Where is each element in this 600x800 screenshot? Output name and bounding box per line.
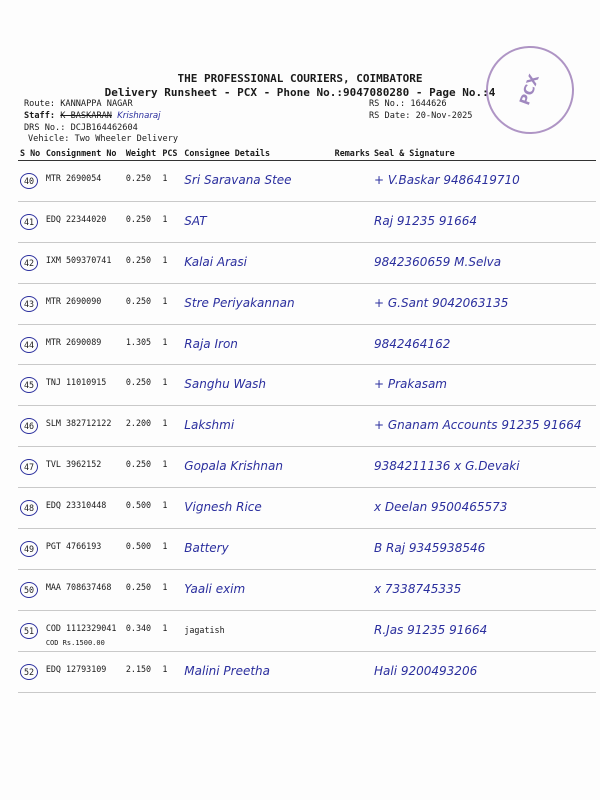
signature: x 7338745335 bbox=[374, 581, 462, 596]
remarks-cell bbox=[333, 569, 372, 610]
signature: + V.Baskar 9486419710 bbox=[374, 173, 520, 187]
consignee-name: Kalai Arasi bbox=[184, 254, 247, 269]
consignee-cell bbox=[182, 201, 332, 242]
remarks-cell bbox=[333, 529, 372, 570]
remarks-cell bbox=[333, 365, 372, 406]
staff-struck: K BASKARAN bbox=[60, 111, 112, 121]
sno-circle: 50 bbox=[20, 582, 38, 598]
consignee-cell bbox=[182, 610, 332, 651]
pcs-cell: 1 bbox=[160, 365, 182, 406]
remarks-cell bbox=[333, 447, 372, 488]
sno-cell bbox=[18, 283, 44, 324]
sno-circle: 52 bbox=[20, 664, 38, 680]
staff-line bbox=[24, 111, 161, 121]
vehicle-line: Vehicle: Two Wheeler Delivery bbox=[28, 134, 179, 144]
sno-cell bbox=[18, 406, 44, 447]
cod-amount: COD Rs.1500.00 bbox=[45, 638, 105, 647]
consignment-no: MTR 2690054 bbox=[45, 173, 102, 183]
weight-cell: 2.200 bbox=[124, 406, 160, 447]
table-row bbox=[18, 161, 596, 202]
consignee-cell bbox=[182, 242, 332, 283]
consignment-cell bbox=[44, 201, 124, 242]
signature-cell bbox=[372, 610, 596, 651]
col-weight: Weight bbox=[124, 146, 160, 161]
pcs-cell: 1 bbox=[160, 488, 182, 529]
consignee-cell bbox=[182, 488, 332, 529]
remarks-cell bbox=[333, 406, 372, 447]
col-consignment: Consignment No bbox=[44, 146, 124, 161]
sno-cell bbox=[18, 447, 44, 488]
table-row bbox=[18, 610, 596, 651]
remarks-cell bbox=[333, 651, 372, 692]
pcs-cell: 1 bbox=[160, 529, 182, 570]
consignment-no: EDQ 22344020 bbox=[45, 213, 107, 224]
signature: B Raj 9345938546 bbox=[374, 541, 486, 556]
consignee-cell bbox=[182, 406, 332, 447]
sno-cell bbox=[18, 488, 44, 529]
signature-cell bbox=[372, 242, 596, 283]
table-row bbox=[18, 242, 596, 283]
signature-cell bbox=[372, 283, 596, 324]
signature: Hali 9200493206 bbox=[374, 663, 478, 678]
signature: + Prakasam bbox=[374, 377, 447, 392]
consignee-name: Stre Periyakannan bbox=[184, 295, 295, 310]
consignment-cell bbox=[44, 365, 124, 406]
sno-circle: 44 bbox=[20, 337, 38, 353]
signature-cell bbox=[372, 488, 596, 529]
pcs-cell: 1 bbox=[160, 201, 182, 242]
signature-cell bbox=[372, 161, 596, 202]
signature-cell bbox=[372, 324, 596, 365]
signature: 9842360659 M.Selva bbox=[374, 254, 502, 269]
weight-cell: 0.250 bbox=[124, 365, 160, 406]
consignment-no: MAA 708637468 bbox=[45, 581, 112, 592]
consignment-cell bbox=[44, 488, 124, 529]
table-row bbox=[18, 569, 596, 610]
consignment-no: SLM 382712122 bbox=[45, 418, 112, 429]
table-row bbox=[18, 406, 596, 447]
consignee-name: jagatish bbox=[184, 624, 225, 635]
sno-cell bbox=[18, 324, 44, 365]
weight-cell: 0.250 bbox=[124, 242, 160, 283]
sno-circle: 41 bbox=[20, 214, 38, 230]
signature-cell bbox=[372, 365, 596, 406]
rs-number: RS No.: 1644626 bbox=[369, 99, 447, 109]
consignee-name: Raja Iron bbox=[184, 336, 238, 351]
sno-cell bbox=[18, 161, 44, 202]
consignment-cell bbox=[44, 283, 124, 324]
table-header bbox=[18, 146, 596, 161]
pcs-cell: 1 bbox=[160, 406, 182, 447]
col-remarks: Remarks bbox=[333, 146, 372, 161]
sno-cell bbox=[18, 529, 44, 570]
weight-cell: 0.500 bbox=[124, 488, 160, 529]
sno-cell bbox=[18, 365, 44, 406]
signature: 9842464162 bbox=[374, 336, 451, 351]
consignee-name: Vignesh Rice bbox=[184, 500, 262, 515]
sno-circle: 46 bbox=[20, 418, 38, 434]
table-row bbox=[18, 201, 596, 242]
consignee-name: Yaali exim bbox=[184, 581, 246, 596]
staff-handwritten: Krishnaraj bbox=[117, 111, 161, 121]
consignment-no: MTR 2690089 bbox=[45, 336, 102, 347]
consignee-cell bbox=[182, 651, 332, 692]
remarks-cell bbox=[333, 610, 372, 651]
consignee-cell bbox=[182, 365, 332, 406]
weight-cell: 0.250 bbox=[124, 283, 160, 324]
signature-cell bbox=[372, 447, 596, 488]
consignment-no: EDQ 23310448 bbox=[45, 500, 107, 511]
table-row bbox=[18, 283, 596, 324]
sno-circle: 51 bbox=[20, 623, 38, 639]
consignment-cell bbox=[44, 529, 124, 570]
sno-cell bbox=[18, 242, 44, 283]
table-row bbox=[18, 488, 596, 529]
consignee-name: Sri Saravana Stee bbox=[184, 173, 292, 187]
weight-cell: 0.250 bbox=[124, 201, 160, 242]
signature: Raj 91235 91664 bbox=[374, 213, 478, 228]
staff-label: Staff: bbox=[24, 111, 56, 121]
consignee-name: Lakshmi bbox=[184, 418, 235, 433]
signature: + G.Sant 9042063135 bbox=[374, 295, 509, 310]
consignment-no: COD 1112329041 bbox=[45, 622, 117, 633]
weight-cell: 0.250 bbox=[124, 569, 160, 610]
sno-circle: 40 bbox=[20, 173, 38, 189]
consignee-cell bbox=[182, 324, 332, 365]
signature-cell bbox=[372, 569, 596, 610]
consignment-cell bbox=[44, 569, 124, 610]
table-row bbox=[18, 447, 596, 488]
weight-cell: 1.305 bbox=[124, 324, 160, 365]
consignee-cell bbox=[182, 447, 332, 488]
remarks-cell bbox=[333, 324, 372, 365]
col-pcs: PCS bbox=[160, 146, 182, 161]
remarks-cell bbox=[333, 201, 372, 242]
col-signature: Seal & Signature bbox=[372, 146, 596, 161]
weight-cell: 2.150 bbox=[124, 651, 160, 692]
remarks-cell bbox=[333, 161, 372, 202]
pcs-cell: 1 bbox=[160, 242, 182, 283]
consignment-no: PGT 4766193 bbox=[45, 541, 102, 552]
signature: R.Jas 91235 91664 bbox=[374, 622, 488, 637]
col-sno: S No bbox=[18, 146, 44, 161]
remarks-cell bbox=[333, 488, 372, 529]
sno-cell bbox=[18, 651, 44, 692]
signature: 9384211136 x G.Devaki bbox=[374, 459, 520, 474]
weight-cell: 0.250 bbox=[124, 447, 160, 488]
consignee-name: Sanghu Wash bbox=[184, 377, 266, 392]
table-row bbox=[18, 529, 596, 570]
weight-cell: 0.250 bbox=[124, 161, 160, 202]
consignee-name: Malini Preetha bbox=[184, 663, 271, 678]
consignment-no: MTR 2690090 bbox=[45, 295, 102, 306]
sno-circle: 49 bbox=[20, 541, 38, 557]
consignment-cell bbox=[44, 406, 124, 447]
sno-cell bbox=[18, 610, 44, 651]
consignment-cell bbox=[44, 447, 124, 488]
signature: x Deelan 9500465573 bbox=[374, 500, 508, 515]
sno-cell bbox=[18, 201, 44, 242]
signature-cell bbox=[372, 529, 596, 570]
consignment-cell bbox=[44, 651, 124, 692]
consignee-name: SAT bbox=[184, 213, 207, 228]
pcs-cell: 1 bbox=[160, 283, 182, 324]
consignee-cell bbox=[182, 569, 332, 610]
sno-cell bbox=[18, 569, 44, 610]
rs-date: RS Date: 20-Nov-2025 bbox=[369, 111, 473, 121]
consignment-cell bbox=[44, 242, 124, 283]
weight-cell: 0.500 bbox=[124, 529, 160, 570]
sno-circle: 43 bbox=[20, 296, 38, 312]
pcs-cell: 1 bbox=[160, 569, 182, 610]
sno-circle: 47 bbox=[20, 459, 38, 475]
pcs-cell: 1 bbox=[160, 610, 182, 651]
sno-circle: 42 bbox=[20, 255, 38, 271]
pcs-cell: 1 bbox=[160, 651, 182, 692]
pcs-cell: 1 bbox=[160, 161, 182, 202]
document-subtitle: Delivery Runsheet - PCX - Phone No.:9047080280 - Page No.:4 bbox=[104, 86, 496, 99]
signature-cell bbox=[372, 651, 596, 692]
route-line: Route: KANNAPPA NAGAR bbox=[24, 99, 133, 109]
pcs-cell: 1 bbox=[160, 324, 182, 365]
drs-number: DRS No.: DCJB164462604 bbox=[24, 123, 138, 133]
consignee-name: Battery bbox=[184, 541, 229, 556]
consignment-cell bbox=[44, 610, 124, 651]
consignee-cell bbox=[182, 161, 332, 202]
remarks-cell bbox=[333, 242, 372, 283]
consignee-name: Gopala Krishnan bbox=[184, 459, 283, 474]
sno-circle: 48 bbox=[20, 500, 38, 516]
weight-cell: 0.340 bbox=[124, 610, 160, 651]
runsheet-table bbox=[18, 146, 596, 693]
table-row bbox=[18, 365, 596, 406]
table-row bbox=[18, 324, 596, 365]
signature: + Gnanam Accounts 91235 91664 bbox=[374, 418, 582, 433]
sno-circle: 45 bbox=[20, 377, 38, 393]
table-row bbox=[18, 651, 596, 692]
consignment-no: TVL 3962152 bbox=[45, 459, 102, 470]
consignment-no: EDQ 12793109 bbox=[45, 663, 107, 674]
pcx-stamp: PCX bbox=[474, 34, 587, 147]
consignment-cell bbox=[44, 161, 124, 202]
consignee-cell bbox=[182, 283, 332, 324]
signature-cell bbox=[372, 406, 596, 447]
pcs-cell: 1 bbox=[160, 447, 182, 488]
remarks-cell bbox=[333, 283, 372, 324]
document-title: THE PROFESSIONAL COURIERS, COIMBATORE bbox=[177, 72, 423, 85]
signature-cell bbox=[372, 201, 596, 242]
consignment-no: IXM 509370741 bbox=[45, 254, 112, 265]
consignment-cell bbox=[44, 324, 124, 365]
consignment-no: TNJ 11010915 bbox=[45, 377, 107, 388]
col-consignee: Consignee Details bbox=[182, 146, 332, 161]
consignee-cell bbox=[182, 529, 332, 570]
